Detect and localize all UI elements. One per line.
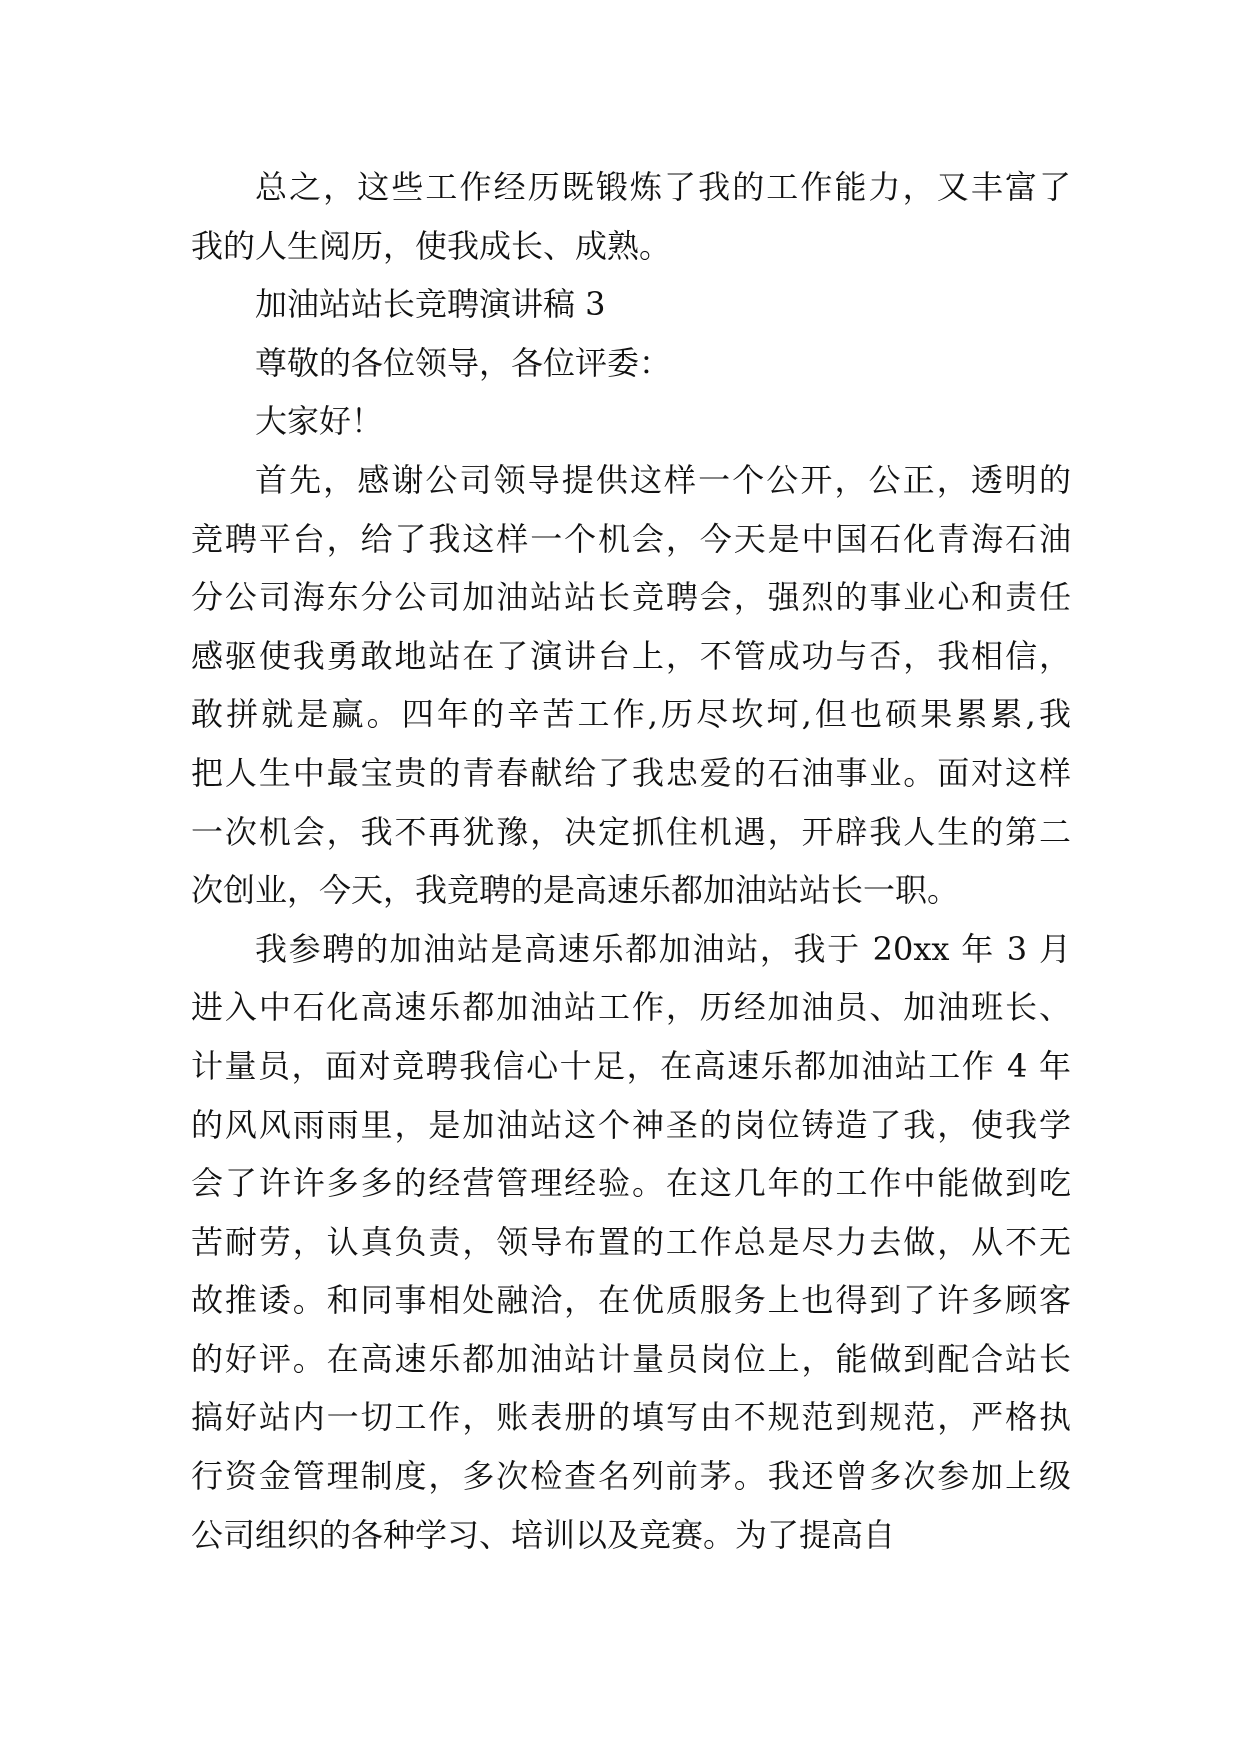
salutation: 尊敬的各位领导，各位评委： (255, 343, 672, 382)
paragraph-5-line-2: 竞聘平台，给了我这样一个机会，今天是中国石化青海石油 (191, 519, 1071, 558)
speech-title: 加油站站长竞聘演讲稿 3 (255, 285, 606, 324)
paragraph-6-line-11: 公司组织的各种学习、培训以及竞赛。为了提高自 (191, 1515, 896, 1554)
paragraph-6-line-9: 搞好站内一切工作，账表册的填写由不规范到规范，严格执 (191, 1398, 1071, 1437)
paragraph-6-line-8: 的好评。在高速乐都加油站计量员岗位上，能做到配合站长 (191, 1339, 1071, 1378)
paragraph-1-line-1: 总之，这些工作经历既锻炼了我的工作能力，又丰富了 (255, 168, 1071, 206)
paragraph-5-line-5: 敢拼就是赢。四年的辛苦工作,历尽坎坷,但也硕果累累,我 (191, 695, 1071, 734)
paragraph-6-line-3: 计量员，面对竞聘我信心十足，在高速乐都加油站工作 4 年 (191, 1046, 1071, 1085)
greeting: 大家好！ (255, 402, 384, 441)
paragraph-5-line-3: 分公司海东分公司加油站站长竞聘会，强烈的事业心和责任 (191, 578, 1071, 617)
paragraph-5-line-4: 感驱使我勇敢地站在了演讲台上，不管成功与否，我相信， (191, 636, 1071, 675)
paragraph-6-line-10: 行资金管理制度，多次检查名列前茅。我还曾多次参加上级 (191, 1457, 1071, 1496)
paragraph-6-line-5: 会了许许多多的经营管理经验。在这几年的工作中能做到吃 (191, 1164, 1071, 1203)
paragraph-5-line-8: 次创业，今天，我竞聘的是高速乐都加油站站长一职。 (191, 871, 960, 910)
paragraph-5-line-1: 首先，感谢公司领导提供这样一个公开，公正，透明的 (255, 460, 1071, 499)
paragraph-6-line-4: 的风风雨雨里，是加油站这个神圣的岗位铸造了我，使我学 (191, 1105, 1071, 1144)
paragraph-5-line-6: 把人生中最宝贵的青春献给了我忠爱的石油事业。面对这样 (191, 753, 1071, 792)
paragraph-6-line-6: 苦耐劳，认真负责，领导布置的工作总是尽力去做，从不无 (191, 1222, 1071, 1261)
paragraph-6-line-2: 进入中石化高速乐都加油站工作，历经加油员、加油班长、 (191, 988, 1071, 1027)
paragraph-6-line-1: 我参聘的加油站是高速乐都加油站，我于 20xx 年 3 月 (255, 929, 1071, 968)
document-body (191, 158, 1071, 1564)
paragraph-5-line-7: 一次机会，我不再犹豫，决定抓住机遇，开辟我人生的第二 (191, 812, 1071, 851)
paragraph-6-line-7: 故推诿。和同事相处融洽，在优质服务上也得到了许多顾客 (191, 1281, 1071, 1320)
paragraph-1-line-2: 我的人生阅历，使我成长、成熟。 (191, 226, 672, 265)
